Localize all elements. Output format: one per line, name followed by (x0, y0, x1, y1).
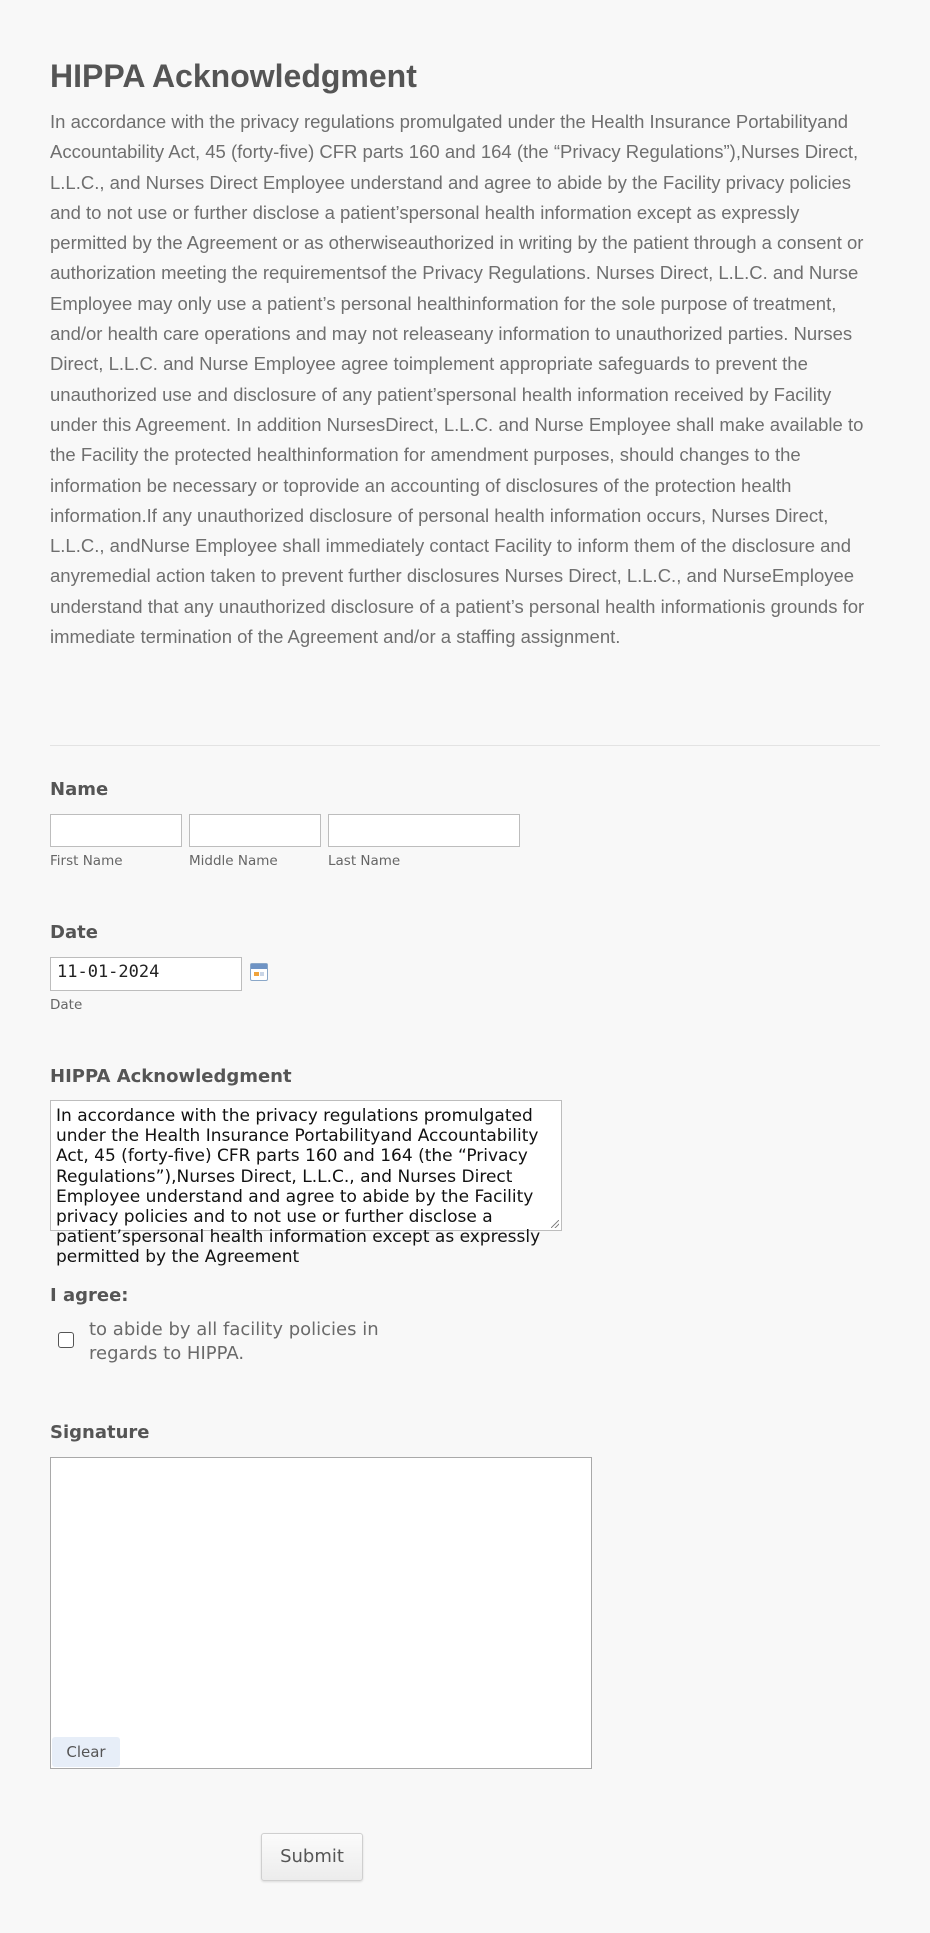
date-sublabel: Date (50, 997, 83, 1013)
first-name-sublabel: First Name (50, 853, 123, 869)
clear-signature-button[interactable]: Clear (52, 1737, 120, 1767)
name-label: Name (50, 779, 109, 800)
acknowledgment-text: In accordance with the privacy regulations promulgated under the Health Insurance Portabilityand Accountability Act, 45 (forty-five) CFR parts 160 and 164 (the “Privacy Regulations”),Nurses Direct, L.L.C., and Nurses Direct Employee understand and agree to abide by the Facility privacy policies and to not use or further disclose a patient’spersonal health information except as expressly permitted by the Agreement (56, 1106, 541, 1268)
middle-name-sublabel: Middle Name (189, 853, 278, 869)
intro-paragraph: In accordance with the privacy regulations promulgated under the Health Insurance Portabilityand Accountability Act, 45 (forty-five) CFR parts 160 and 164 (the “Privacy Regulations”),Nurses Direct, L.L.C., and Nurses Direct Employee understand and agree to abide by the Facility privacy policies and to not use or further disclose a patient’spersonal health information except as expressly permitted by the Agreement or as otherwiseauthorized in writing by the patient through a consent or authorization meeting the requirementsof the Privacy Regulations. Nurses Direct, L.L.C. and Nurse Employee may only use a patient’s personal healthinformation for the sole purpose of treatment, and/or health care operations and may not releaseany information to unauthorized parties. Nurses Direct, L.L.C. and Nurse Employee agree toimplement appropriate safeguards to prevent the unauthorized use and disclosure of any patient’spersonal health information received by Facility under this Agreement. In addition NursesDirect, L.L.C. and Nurse Employee shall make available to the Facility the protected healthinformation for amendment purposes, should changes to the information be necessary or toprovide an accounting of disclosures of the protection health information.If any unauthorized disclosure of personal health information occurs, Nurses Direct, L.L.C., andNurse Employee shall immediately contact Facility to inform them of the disclosure and anyremedial action taken to prevent further disclosures Nurses Direct, L.L.C., and NurseEmployee understand that any unauthorized disclosure of a patient’s personal health informationis grounds for immediate termination of the Agreement and/or a staffing assignment. (50, 111, 865, 648)
agree-checkbox[interactable] (58, 1332, 74, 1348)
signature-pad[interactable] (50, 1457, 592, 1769)
date-input[interactable] (50, 957, 242, 991)
submit-button[interactable]: Submit (261, 1833, 363, 1881)
resize-handle-icon[interactable] (551, 1220, 559, 1228)
first-name-input[interactable] (50, 814, 182, 847)
last-name-sublabel: Last Name (328, 853, 401, 869)
acknowledgment-label: HIPPA Acknowledgment (50, 1066, 292, 1087)
last-name-input[interactable] (328, 814, 520, 847)
agree-checkbox-label[interactable]: to abide by all facility policies in regards to HIPPA. (89, 1319, 379, 1364)
date-label: Date (50, 922, 98, 943)
signature-label: Signature (50, 1422, 150, 1443)
calendar-icon[interactable] (250, 963, 268, 981)
agree-label: I agree: (50, 1285, 129, 1306)
section-divider (50, 745, 880, 746)
page-title: HIPPA Acknowledgment (50, 58, 417, 94)
middle-name-input[interactable] (189, 814, 321, 847)
acknowledgment-textarea[interactable] (50, 1100, 562, 1268)
date-value: 11-01-2024 (57, 962, 160, 982)
